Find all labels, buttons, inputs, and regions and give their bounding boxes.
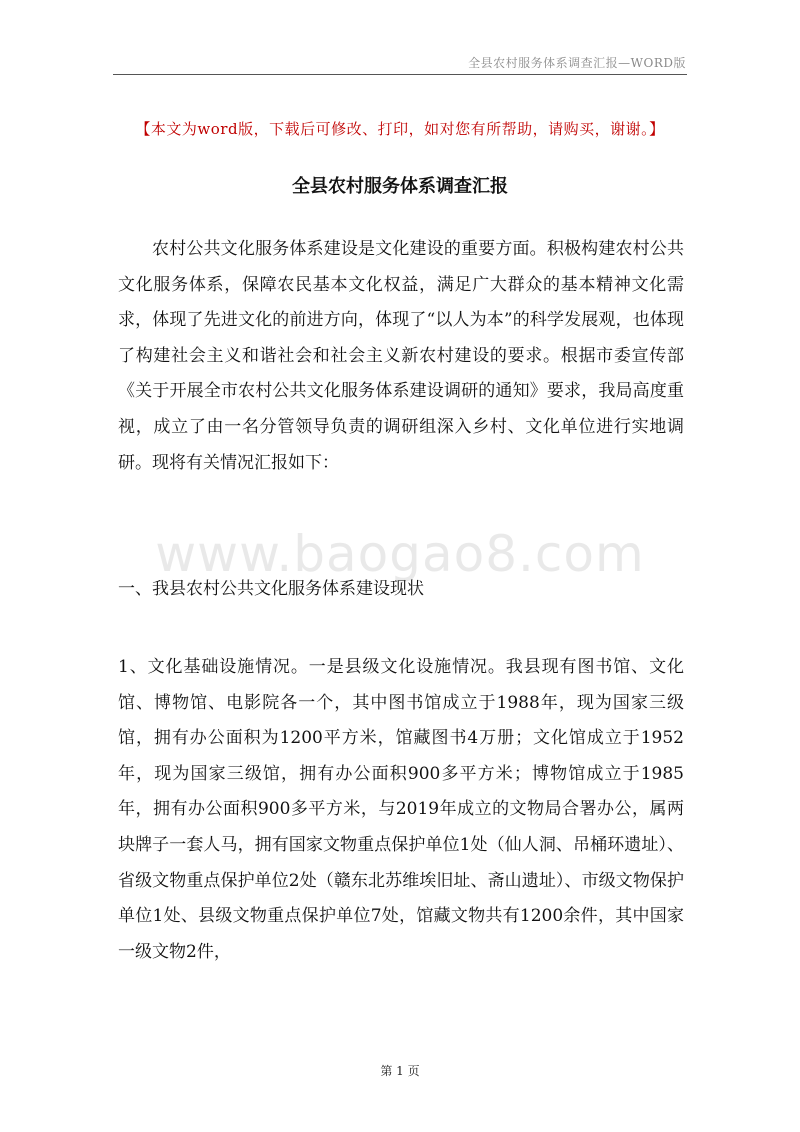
watermark-text: www.baogao8.com <box>155 525 645 583</box>
header-divider <box>113 74 687 75</box>
running-header: 全县农村服务体系调查汇报—WORD版 <box>468 56 686 70</box>
purchase-notice: 【本文为word版，下载后可修改、打印，如对您有所帮助，请购买，谢谢。】 <box>135 120 665 138</box>
intro-paragraph: 农村公共文化服务体系建设是文化建设的重要方面。积极构建农村公共文化服务体系，保障农民基本文化权益，满足广大群众的基本精神文化需求，体现了先进文化的前进方向，体现了“以人为本”的科学发展观，也体现了构建社会主义和谐社会和社会主义新农村建设的要求。根据市委宣传部《关于开展全市农村公共文化服务体系建设调研的通知》要求，我局高度重视，成立了由一名分管领导负责的调研组深入乡村、文化单位进行实地调研。现将有关情况汇报如下： <box>118 239 684 473</box>
facilities-paragraph: 1、文化基础设施情况。一是县级文化设施情况。我县现有图书馆、文化馆、博物馆、电影院各一个，其中图书馆成立于1988年，现为国家三级馆，拥有办公面积为1200平方米，馆藏图书4万册；文化馆成立于1952年，现为国家三级馆，拥有办公面积900多平方米；博物馆成立于1985年，拥有办公面积900多平方米，与2019年成立的文物局合署办公，属两块牌子一套人马，拥有国家文物重点保护单位1处（仙人洞、吊桶环遗址）、省级文物重点保护单位2处（赣东北苏维埃旧址、斋山遗址）、市级文物保护单位1处、县级文物重点保护单位7处，馆藏文物共有1200余件，其中国家一级文物2件， <box>118 657 684 962</box>
page-number: 第 1 页 <box>380 1064 420 1078</box>
section-heading: 一、我县农村公共文化服务体系建设现状 <box>118 579 424 599</box>
document-title: 全县农村服务体系调查汇报 <box>292 176 508 197</box>
